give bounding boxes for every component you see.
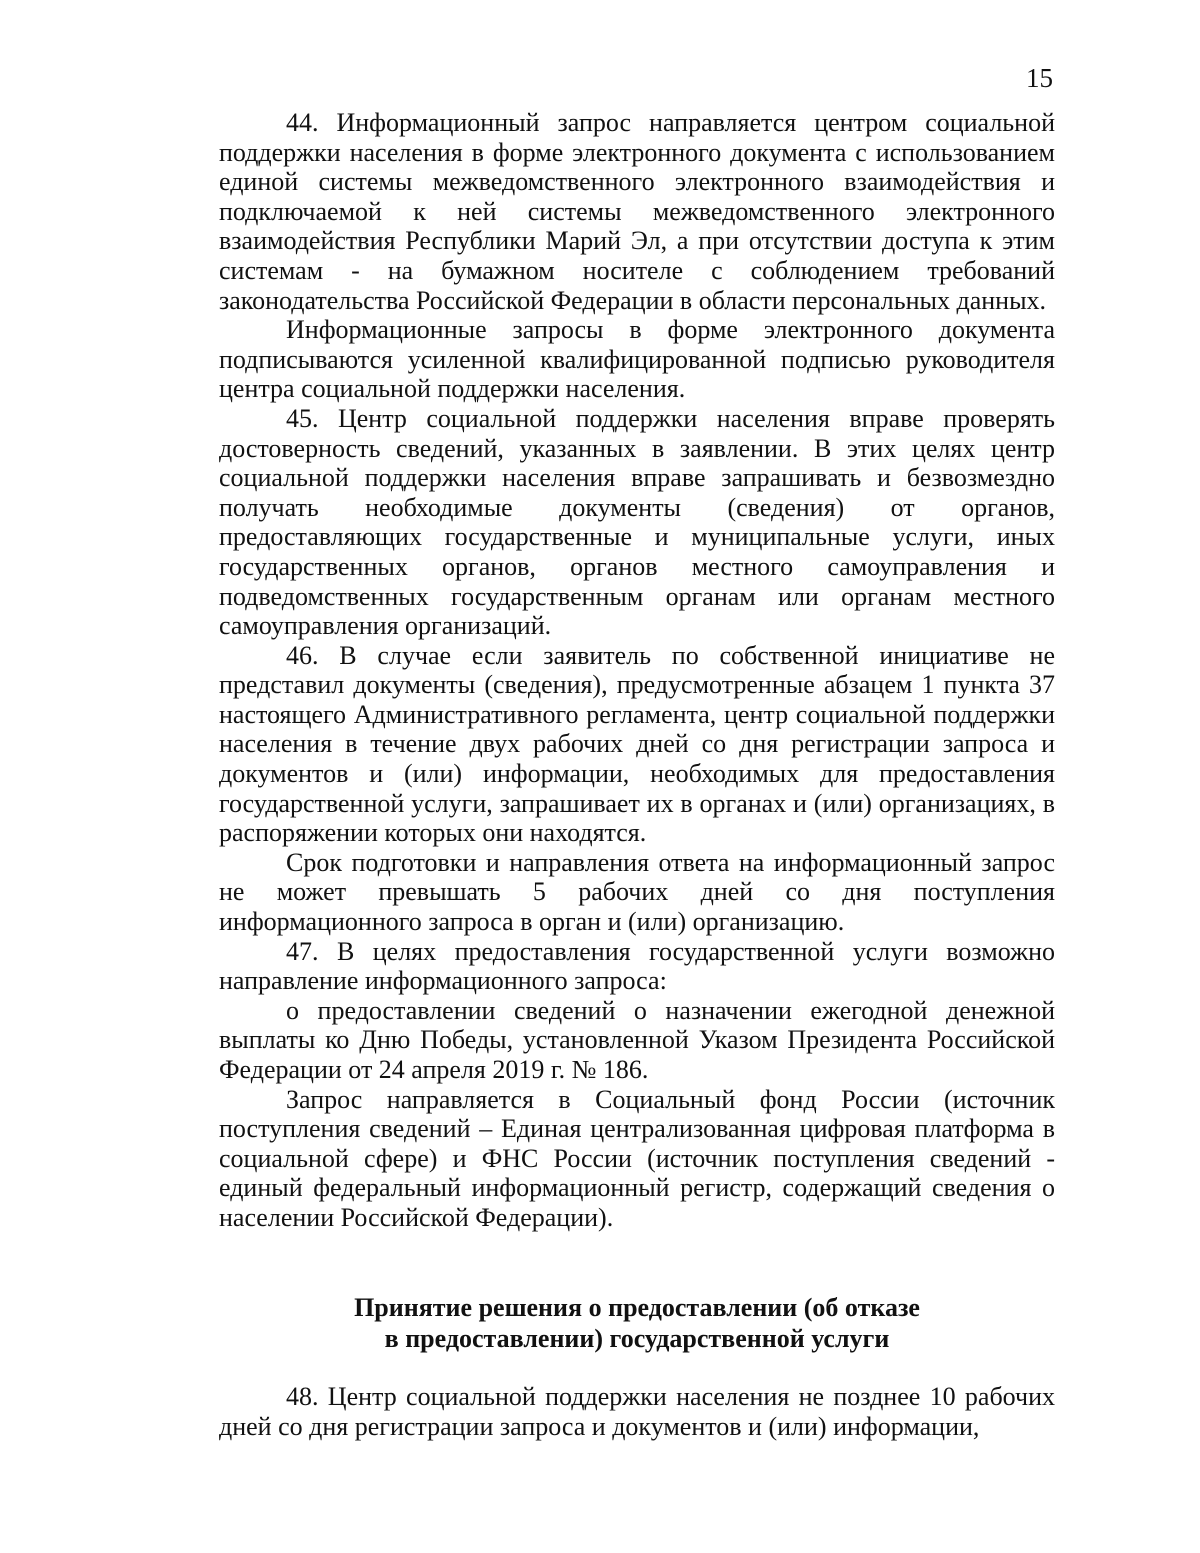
paragraph-47-item: о предоставлении сведений о назначении ежегодной денежной выплаты ко Дню Победы, установленной Указом Президента Российской Федерации от 24 апреля 2019 г. № 186. [219,995,1055,1084]
section-heading-line-2: в предоставлении) государственной услуги [384,1324,890,1353]
paragraph-44: 44. Информационный запрос направляется центром социальной поддержки населения в форме электронного документа с использованием единой системы межведомственного электронного взаимодействия и подключаемой к ней системы межведомственного электронного взаимодействия Республики Марий Эл, а при отсутствии доступа к этим системам - на бумажном носителе с соблюдением требований законодательства Российской Федерации в области персональных данных. [219,108,1055,315]
paragraph-47-request: Запрос направляется в Социальный фонд России (источник поступления сведений – Единая централизованная цифровая платформа в социальной сфере) и ФНС России (источник поступления сведений - единый федеральный информационный регистр, содержащий сведения о населении Российской Федерации). [219,1084,1055,1232]
section-heading-line-1: Принятие решения о предоставлении (об отказе [354,1293,920,1322]
page-number: 15 [1026,63,1053,93]
section-heading [219,1292,1055,1354]
paragraph-46-deadline: Срок подготовки и направления ответа на информационный запрос не может превышать 5 рабочих дней со дня поступления информационного запроса в орган и (или) организацию. [219,847,1055,937]
paragraph-47: 47. В целях предоставления государственной услуги возможно направление информационного запроса: [219,936,1055,996]
main-text-block [219,108,1055,1233]
paragraph-48: 48. Центр социальной поддержки населения не позднее 10 рабочих дней со дня регистрации запроса и документов и (или) информации, [219,1382,1055,1441]
paragraph-46: 46. В случае если заявитель по собственной инициативе не представил документы (сведения), предусмотренные абзацем 1 пункта 37 настоящего Административного регламента, центр социальной поддержки населения в течение двух рабочих дней со дня регистрации запроса и документов и (или) информации, необходимых для предоставления государственной услуги, запрашивает их в органах и (или) организациях, в распоряжении которых они находятся. [219,640,1055,848]
paragraph-45: 45. Центр социальной поддержки населения вправе проверять достоверность сведений, указанных в заявлении. В этих целях центр социальной поддержки населения вправе запрашивать и безвозмездно получать необходимые документы (сведения) от органов, предоставляющих государственные и муниципальные услуги, иных государственных органов, органов местного самоуправления и подведомственных государственным органам или органам местного самоуправления организаций. [219,403,1055,641]
paragraph-44-signature: Информационные запросы в форме электронного документа подписываются усиленной квалифицированной подписью руководителя центра социальной поддержки населения. [219,315,1055,404]
tail-text-block [219,1382,1055,1441]
